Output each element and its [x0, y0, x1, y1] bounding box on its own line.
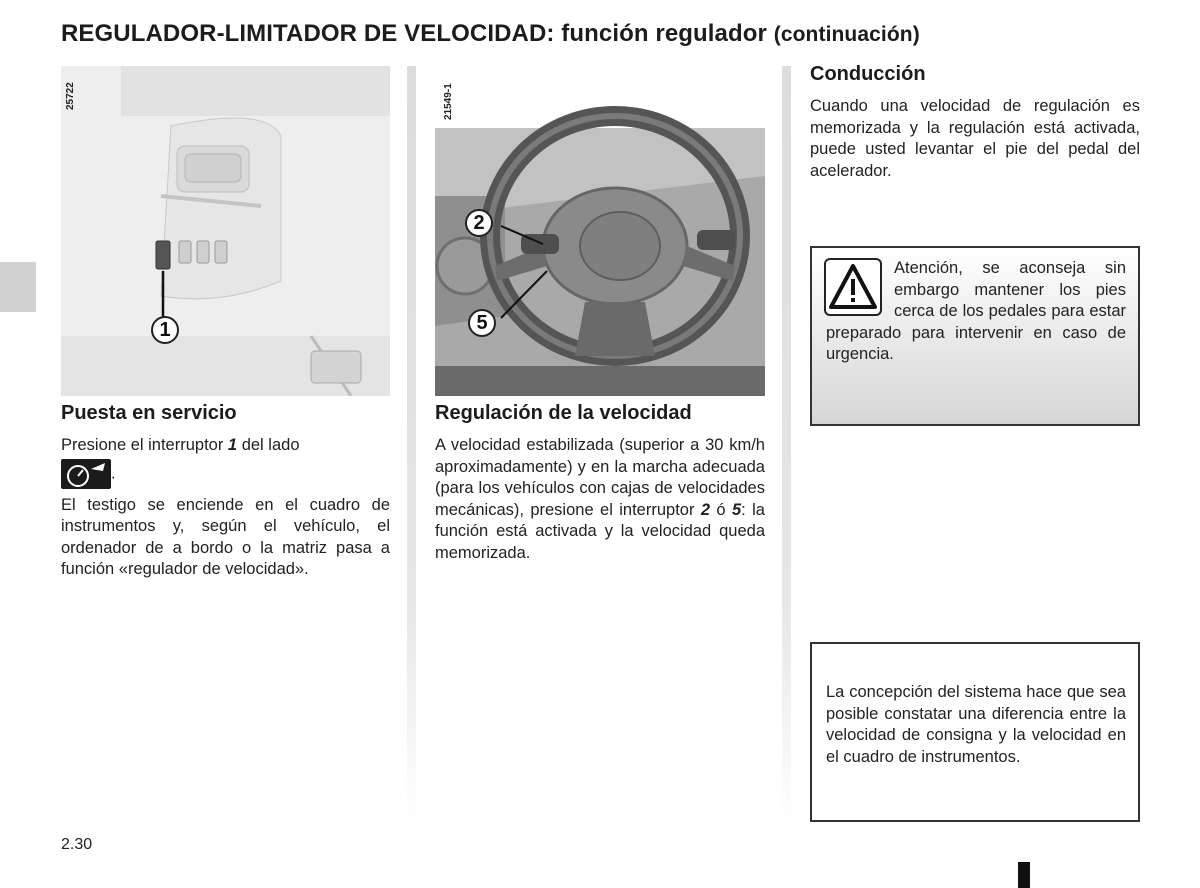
- middle-body-text: [435, 435, 765, 564]
- column-divider-right: [782, 66, 791, 826]
- figure-code: 25722: [65, 82, 76, 110]
- paragraph-activation: Presione el interruptor 1 del lado .: [61, 435, 390, 491]
- title-suffix: (continuación): [773, 23, 920, 46]
- note-text: La concepción del sistema hace que sea posible constatar una diferencia entre la velocidad de consigna y la velocidad en el cuadro de instrumentos.: [826, 683, 1126, 766]
- heading-regulacion: Regulación de la velocidad: [435, 402, 692, 424]
- warning-box: [810, 246, 1140, 426]
- switch-ref-1: 1: [227, 436, 238, 454]
- switch-ref-5: 5: [731, 500, 742, 519]
- switch-ref-2: 2: [700, 500, 711, 519]
- dashboard-switch-figure: [61, 66, 390, 396]
- paragraph-driving: Cuando una velocidad de regulación es memorizada y la regulación está activada, puede usted levantar el pie del pedal del acelerador.: [810, 97, 1140, 180]
- figure-code: 21549-1: [443, 83, 454, 120]
- paragraph-regulation: A velocidad estabilizada (superior a 30 km/h aproximadamente) y en la marcha adecuada (para los vehículos con cajas de velocidades mecánicas), presione el interruptor 2 ó 5: la función está activada y la velocidad queda memorizada.: [435, 436, 765, 562]
- callout-2: 2: [465, 209, 493, 237]
- note-box: [810, 642, 1140, 822]
- chapter-tab: [0, 262, 36, 312]
- column-divider-left: [407, 66, 416, 826]
- warning-text: Atención, se aconseja sin embargo mantener los pies cerca de los pedales para estar preparado para intervenir en caso de urgencia.: [826, 259, 1126, 363]
- cruise-control-icon: [61, 459, 111, 489]
- page-number: 2.30: [61, 836, 93, 853]
- steering-wheel-figure: [435, 66, 765, 396]
- paragraph-indicator: El testigo se enciende en el cuadro de instrumentos y, según el vehículo, el ordenador de a bordo o la matriz pasa a función «regulador de velocidad».: [61, 495, 390, 578]
- left-body-text: [61, 435, 390, 581]
- callout-1: 1: [151, 316, 179, 344]
- page-edge-marker: [1018, 862, 1030, 888]
- title-main: REGULADOR-LIMITADOR DE VELOCIDAD: función regulador: [61, 20, 767, 47]
- dashboard-switch-illustration: [61, 66, 390, 396]
- heading-puesta-en-servicio: Puesta en servicio: [61, 402, 237, 424]
- right-body-text: [810, 96, 1140, 182]
- page-title: [61, 20, 920, 48]
- callout-5: 5: [468, 309, 496, 337]
- heading-conduccion: Conducción: [810, 63, 926, 85]
